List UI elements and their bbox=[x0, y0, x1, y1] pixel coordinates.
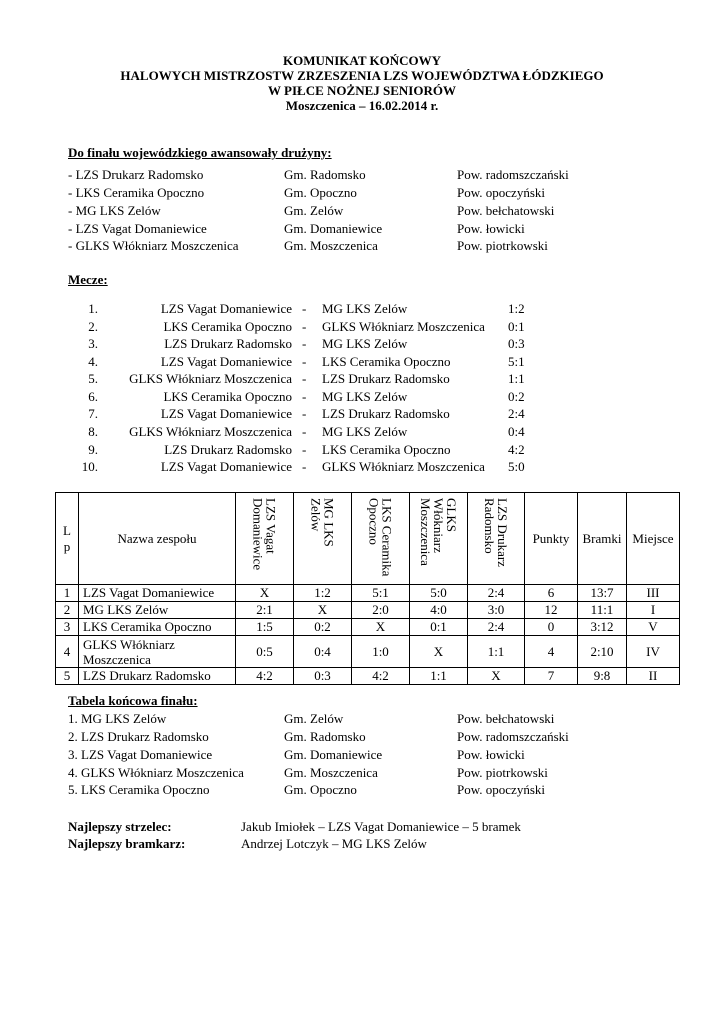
result-cell: 2:4 bbox=[468, 619, 525, 636]
match-home: LKS Ceramika Opoczno bbox=[163, 389, 292, 404]
points-cell: 7 bbox=[525, 668, 578, 685]
match-dash: - bbox=[302, 406, 307, 421]
match-away: LKS Ceramika Opoczno bbox=[322, 354, 451, 369]
match-row bbox=[0, 441, 724, 459]
result-cell: 1:0 bbox=[352, 636, 410, 668]
match-dash: - bbox=[302, 424, 307, 439]
match-row bbox=[0, 405, 724, 423]
title-line-1: KOMUNIKAT KOŃCOWY bbox=[282, 53, 442, 68]
match-score: 5:0 bbox=[508, 459, 525, 474]
team-name: - LZS Drukarz Radomsko bbox=[68, 167, 204, 182]
match-score: 4:2 bbox=[508, 442, 525, 457]
match-number: 6. bbox=[88, 389, 98, 404]
match-dash: - bbox=[302, 459, 307, 474]
result-cell: X bbox=[410, 636, 468, 668]
points-header: Punkty bbox=[525, 493, 578, 585]
match-score: 0:1 bbox=[508, 319, 525, 334]
powiat: Pow. opoczyński bbox=[457, 782, 545, 797]
result-cell: 0:3 bbox=[294, 668, 352, 685]
team-column-header: LKS Ceramika Opoczno bbox=[352, 493, 410, 585]
table-row bbox=[56, 602, 680, 619]
match-away: MG LKS Zelów bbox=[322, 301, 408, 316]
document-title bbox=[0, 53, 724, 113]
result-cell: 0:5 bbox=[236, 636, 294, 668]
match-home: LZS Vagat Domaniewice bbox=[160, 301, 292, 316]
gmina: Gm. Moszczenica bbox=[284, 238, 378, 253]
result-cell: 2:1 bbox=[236, 602, 294, 619]
gmina: Gm. Radomsko bbox=[284, 729, 366, 744]
match-dash: - bbox=[302, 354, 307, 369]
points-cell: 4 bbox=[525, 636, 578, 668]
result-cell: 1:1 bbox=[410, 668, 468, 685]
result-cell: 5:1 bbox=[352, 585, 410, 602]
goals-cell: 2:10 bbox=[578, 636, 627, 668]
result-cell: 1:5 bbox=[236, 619, 294, 636]
result-cell: 5:0 bbox=[410, 585, 468, 602]
result-cell: 1:2 bbox=[294, 585, 352, 602]
match-dash: - bbox=[302, 319, 307, 334]
result-cell: 2:4 bbox=[468, 585, 525, 602]
powiat: Pow. piotrkowski bbox=[457, 765, 548, 780]
match-home: LZS Vagat Domaniewice bbox=[160, 354, 292, 369]
team-name: 3. LZS Vagat Domaniewice bbox=[68, 747, 213, 762]
match-score: 1:1 bbox=[508, 371, 525, 386]
match-home: LZS Vagat Domaniewice bbox=[160, 459, 292, 474]
team-name: - LZS Vagat Domaniewice bbox=[68, 221, 207, 236]
gmina: Gm. Opoczno bbox=[284, 782, 357, 797]
best-keeper-value: Andrzej Lotczyk – MG LKS Zelów bbox=[241, 836, 427, 851]
match-score: 0:3 bbox=[508, 336, 525, 351]
result-cell: 0:2 bbox=[294, 619, 352, 636]
team-name: 1. MG LKS Zelów bbox=[68, 711, 167, 726]
result-cell: 4:2 bbox=[352, 668, 410, 685]
goals-cell: 11:1 bbox=[578, 602, 627, 619]
table-row bbox=[56, 585, 680, 602]
match-score: 5:1 bbox=[508, 354, 525, 369]
goals-cell: 9:8 bbox=[578, 668, 627, 685]
place-header: Miejsce bbox=[627, 493, 680, 585]
title-line-2: HALOWYCH MISTRZOSTW ZRZESZENIA LZS WOJEWÓDZTWA ŁÓDZKIEGO bbox=[120, 68, 604, 83]
match-number: 5. bbox=[88, 371, 98, 386]
best-keeper-label: Najlepszy bramkarz: bbox=[68, 836, 186, 851]
match-home: LKS Ceramika Opoczno bbox=[163, 319, 292, 334]
match-dash: - bbox=[302, 336, 307, 351]
match-dash: - bbox=[302, 389, 307, 404]
powiat: Pow. piotrkowski bbox=[457, 238, 548, 253]
match-home: GLKS Włókniarz Moszczenica bbox=[129, 424, 292, 439]
match-row bbox=[0, 353, 724, 371]
result-cell: X bbox=[352, 619, 410, 636]
match-score: 1:2 bbox=[508, 301, 525, 316]
gmina: Gm. Radomsko bbox=[284, 167, 366, 182]
match-number: 1. bbox=[88, 301, 98, 316]
name-header: Nazwa zespołu bbox=[79, 493, 236, 585]
match-row bbox=[0, 388, 724, 406]
match-row bbox=[0, 300, 724, 318]
place-cell: II bbox=[627, 668, 680, 685]
lp-cell: 3 bbox=[56, 619, 79, 636]
team-name: - LKS Ceramika Opoczno bbox=[68, 185, 205, 200]
lp-cell: 1 bbox=[56, 585, 79, 602]
match-score: 0:4 bbox=[508, 424, 525, 439]
lp-header: L p bbox=[56, 493, 79, 585]
team-name: - MG LKS Zelów bbox=[68, 203, 161, 218]
result-cell: 4:2 bbox=[236, 668, 294, 685]
match-home: LZS Drukarz Radomsko bbox=[164, 336, 292, 351]
powiat: Pow. radomszczański bbox=[457, 729, 569, 744]
best-scorer-value: Jakub Imiołek – LZS Vagat Domaniewice – 5 bramek bbox=[241, 819, 521, 834]
goals-cell: 3:12 bbox=[578, 619, 627, 636]
goals-cell: 13:7 bbox=[578, 585, 627, 602]
team-cell: LKS Ceramika Opoczno bbox=[79, 619, 236, 636]
match-away: GLKS Włókniarz Moszczenica bbox=[322, 459, 485, 474]
gmina: Gm. Domaniewice bbox=[284, 747, 383, 762]
place-cell: I bbox=[627, 602, 680, 619]
team-cell: GLKS Włókniarz Moszczenica bbox=[79, 636, 236, 668]
result-cell: 3:0 bbox=[468, 602, 525, 619]
match-away: LKS Ceramika Opoczno bbox=[322, 442, 451, 457]
match-number: 2. bbox=[88, 319, 98, 334]
team-cell: MG LKS Zelów bbox=[79, 602, 236, 619]
team-cell: LZS Drukarz Radomsko bbox=[79, 668, 236, 685]
powiat: Pow. łowicki bbox=[457, 221, 525, 236]
gmina: Gm. Opoczno bbox=[284, 185, 357, 200]
match-away: LZS Drukarz Radomsko bbox=[322, 371, 450, 386]
team-cell: LZS Vagat Domaniewice bbox=[79, 585, 236, 602]
goals-header: Bramki bbox=[578, 493, 627, 585]
lp-cell: 2 bbox=[56, 602, 79, 619]
powiat: Pow. bełchatowski bbox=[457, 711, 555, 726]
match-row bbox=[0, 458, 724, 476]
results-header-row bbox=[56, 493, 680, 585]
match-away: MG LKS Zelów bbox=[322, 389, 408, 404]
lp-cell: 5 bbox=[56, 668, 79, 685]
match-number: 9. bbox=[88, 442, 98, 457]
match-away: LZS Drukarz Radomsko bbox=[322, 406, 450, 421]
gmina: Gm. Zelów bbox=[284, 711, 344, 726]
match-row bbox=[0, 318, 724, 336]
gmina: Gm. Domaniewice bbox=[284, 221, 383, 236]
team-name: 5. LKS Ceramika Opoczno bbox=[68, 782, 210, 797]
match-number: 4. bbox=[88, 354, 98, 369]
match-dash: - bbox=[302, 371, 307, 386]
result-cell: 0:1 bbox=[410, 619, 468, 636]
powiat: Pow. radomszczański bbox=[457, 167, 569, 182]
result-cell: 2:0 bbox=[352, 602, 410, 619]
result-cell: X bbox=[294, 602, 352, 619]
team-name: - GLKS Włókniarz Moszczenica bbox=[68, 238, 239, 253]
lp-cell: 4 bbox=[56, 636, 79, 668]
points-cell: 12 bbox=[525, 602, 578, 619]
place-cell: IV bbox=[627, 636, 680, 668]
team-column-header: LZS Drukarz Radomsko bbox=[468, 493, 525, 585]
match-row bbox=[0, 370, 724, 388]
match-row bbox=[0, 423, 724, 441]
table-row bbox=[56, 668, 680, 685]
match-dash: - bbox=[302, 442, 307, 457]
match-row bbox=[0, 335, 724, 353]
result-cell: 0:4 bbox=[294, 636, 352, 668]
match-number: 10. bbox=[81, 459, 98, 474]
title-line-4: Moszczenica – 16.02.2014 r. bbox=[285, 98, 439, 113]
match-home: GLKS Włókniarz Moszczenica bbox=[129, 371, 292, 386]
powiat: Pow. opoczyński bbox=[457, 185, 545, 200]
powiat: Pow. łowicki bbox=[457, 747, 525, 762]
match-away: MG LKS Zelów bbox=[322, 424, 408, 439]
table-row bbox=[56, 636, 680, 668]
best-scorer-label: Najlepszy strzelec: bbox=[68, 819, 172, 834]
table-row bbox=[56, 619, 680, 636]
result-cell: 4:0 bbox=[410, 602, 468, 619]
team-column-header: MG LKS Zelów bbox=[294, 493, 352, 585]
team-column-header: GLKS Włókniarz Moszczenica bbox=[410, 493, 468, 585]
gmina: Gm. Zelów bbox=[284, 203, 344, 218]
match-away: GLKS Włókniarz Moszczenica bbox=[322, 319, 485, 334]
title-line-3: W PIŁCE NOŻNEJ SENIORÓW bbox=[268, 83, 456, 98]
result-cell: 1:1 bbox=[468, 636, 525, 668]
place-cell: III bbox=[627, 585, 680, 602]
team-column-header: LZS Vagat Domaniewice bbox=[236, 493, 294, 585]
matches-heading: Mecze: bbox=[68, 272, 108, 287]
match-number: 7. bbox=[88, 406, 98, 421]
match-home: LZS Vagat Domaniewice bbox=[160, 406, 292, 421]
final-table-heading: Tabela końcowa finału: bbox=[68, 693, 198, 708]
points-cell: 6 bbox=[525, 585, 578, 602]
qualified-heading: Do finału wojewódzkiego awansowały drużyny: bbox=[68, 145, 332, 160]
place-cell: V bbox=[627, 619, 680, 636]
result-cell: X bbox=[236, 585, 294, 602]
result-cell: X bbox=[468, 668, 525, 685]
points-cell: 0 bbox=[525, 619, 578, 636]
match-number: 8. bbox=[88, 424, 98, 439]
results-table bbox=[55, 492, 680, 685]
match-score: 0:2 bbox=[508, 389, 525, 404]
match-dash: - bbox=[302, 301, 307, 316]
match-home: LZS Drukarz Radomsko bbox=[164, 442, 292, 457]
gmina: Gm. Moszczenica bbox=[284, 765, 378, 780]
team-name: 2. LZS Drukarz Radomsko bbox=[68, 729, 209, 744]
match-score: 2:4 bbox=[508, 406, 525, 421]
match-number: 3. bbox=[88, 336, 98, 351]
team-name: 4. GLKS Włókniarz Moszczenica bbox=[68, 765, 244, 780]
match-away: MG LKS Zelów bbox=[322, 336, 408, 351]
powiat: Pow. bełchatowski bbox=[457, 203, 555, 218]
